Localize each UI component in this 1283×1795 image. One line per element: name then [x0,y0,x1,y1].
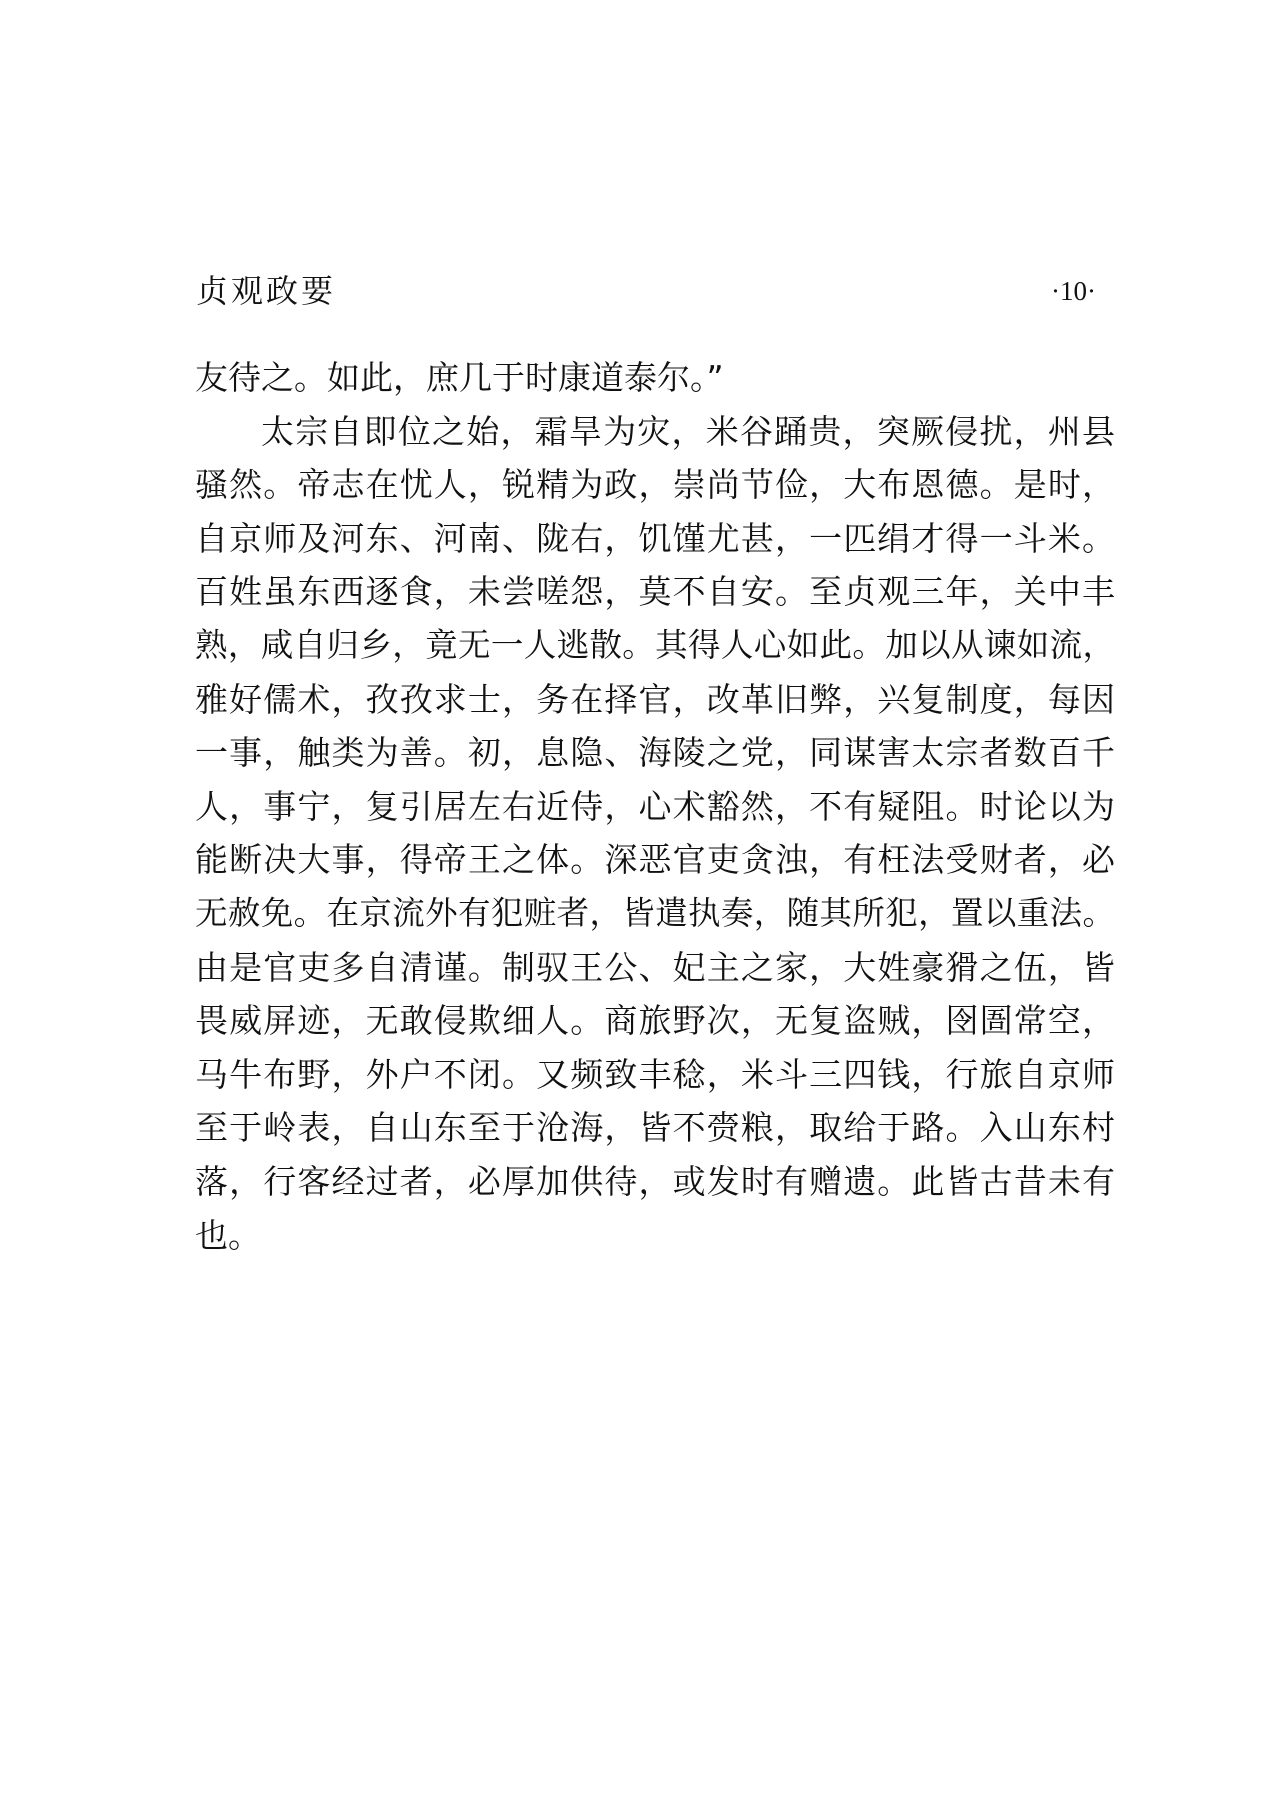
text-line: 雅好儒术，孜孜求士，务在择官，改革旧弊，兴复制度，每因 [195,679,1115,719]
text-line: 一事，触类为善。初，息隐、海陵之党，同谋害太宗者数百千 [195,733,1115,773]
text-line: 友待之。如此，庶几于时康道泰尔。” [195,358,724,397]
text-line: 也。 [195,1215,261,1255]
body-text [195,351,1115,1262]
running-header [196,268,1096,314]
text-line: 骚然。帝志在忧人，锐精为政，崇尚节俭，大布恩德。是时， [195,465,1115,505]
page-number: ·10· [1051,276,1096,306]
text-line: 自京师及河东、河南、陇右，饥馑尤甚，一匹绢才得一斗米。 [195,518,1115,558]
text-line: 太宗自即位之始，霜旱为灾，米谷踊贵，突厥侵扰，州县 [261,411,1115,451]
text-line: 人，事宁，复引居左右近侍，心术豁然，不有疑阻。时论以为 [195,786,1115,826]
text-line: 能断决大事，得帝王之体。深恶官吏贪浊，有枉法受财者，必 [195,840,1115,880]
text-line: 熟，咸自归乡，竟无一人逃散。其得人心如此。加以从谏如流， [195,625,1115,664]
text-line: 百姓虽东西逐食，未尝嗟怨，莫不自安。至贞观三年，关中丰 [195,572,1115,612]
book-title: 贞观政要 [196,272,337,310]
text-line: 畏威屏迹，无敢侵欺细人。商旅野次，无复盗贼，囹圄常空， [195,1001,1115,1041]
text-line: 无赦免。在京流外有犯赃者，皆遣执奏，随其所犯，置以重法。 [195,893,1115,932]
text-line: 落，行客经过者，必厚加供待，或发时有赠遗。此皆古昔未有 [195,1161,1115,1201]
text-line: 马牛布野，外户不闭。又频致丰稔，米斗三四钱，行旅自京师 [195,1054,1115,1094]
text-line: 至于岭表，自山东至于沧海，皆不赍粮，取给于路。入山东村 [195,1108,1115,1148]
text-line: 由是官吏多自清谨。制驭王公、妃主之家，大姓豪猾之伍，皆 [195,947,1115,987]
